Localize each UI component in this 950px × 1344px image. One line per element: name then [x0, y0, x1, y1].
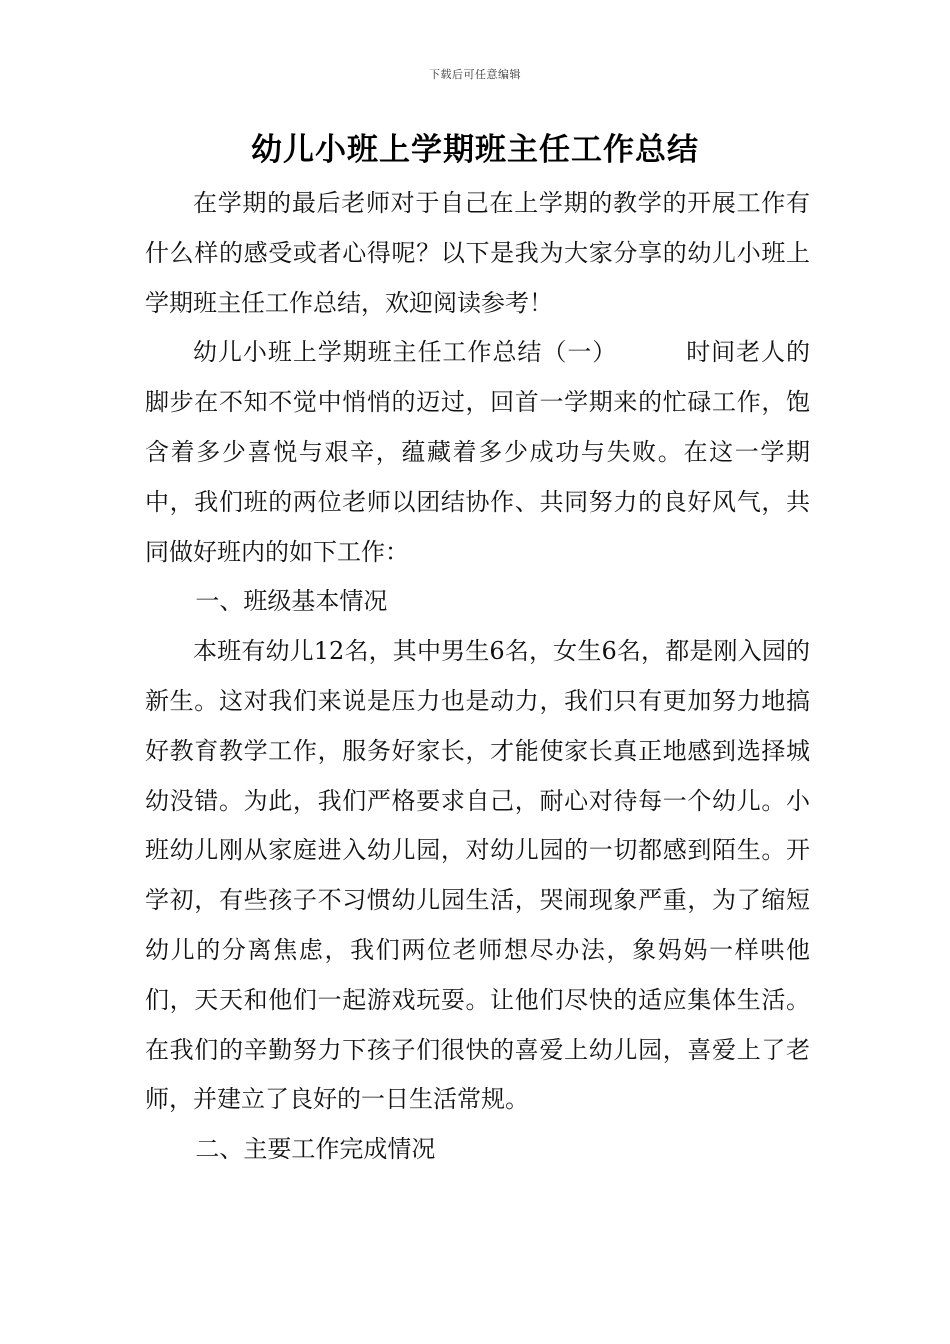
class-basics-paragraph: 本班有幼儿12名，其中男生6名，女生6名，都是刚入园的新生。这对我们来说是压力也是动力，我们只有更加努力地搞好教育教学工作，服务好家长，才能使家长真正地感到选择城幼没错。为此，我们严格要求自己，耐心对待每一个幼儿。小班幼儿刚从家庭进入幼儿园，对幼儿园的一切都感到陌生。开学初，有些孩子不习惯幼儿园生活，哭闹现象严重，为了缩短幼儿的分离焦虑，我们两位老师想尽办法，象妈妈一样哄他们，天天和他们一起游戏玩耍。让他们尽快的适应集体生活。在我们的辛勤努力下孩子们很快的喜爱上幼儿园，喜爱上了老师，并建立了良好的一日生活常规。 — [145, 637, 810, 1114]
document-body — [145, 179, 810, 1175]
header-note: 下载后可任意编辑 — [429, 68, 521, 81]
section1-paragraph — [145, 328, 810, 577]
section1-title: 幼儿小班上学期班主任工作总结（一） — [193, 338, 618, 367]
document-title: 幼儿小班上学期班主任工作总结 — [251, 132, 699, 168]
heading-class-basics: 一、班级基本情况 — [195, 587, 388, 616]
section1-lead: 时间老人的脚步在不知不觉中悄悄的迈过，回首一学期来的忙碌工作，饱含着多少喜悦与艰辛，蕴藏着多少成功与失败。在这一学期中，我们班的两位老师以团结协作、共同努力的良好风气，共同做好班内的如下工作： — [145, 338, 811, 566]
intro-paragraph: 在学期的最后老师对于自己在上学期的教学的开展工作有什么样的感受或者心得呢？以下是我为大家分享的幼儿小班上学期班主任工作总结，欢迎阅读参考！ — [145, 189, 810, 317]
heading-main-work: 二、主要工作完成情况 — [195, 1135, 436, 1164]
